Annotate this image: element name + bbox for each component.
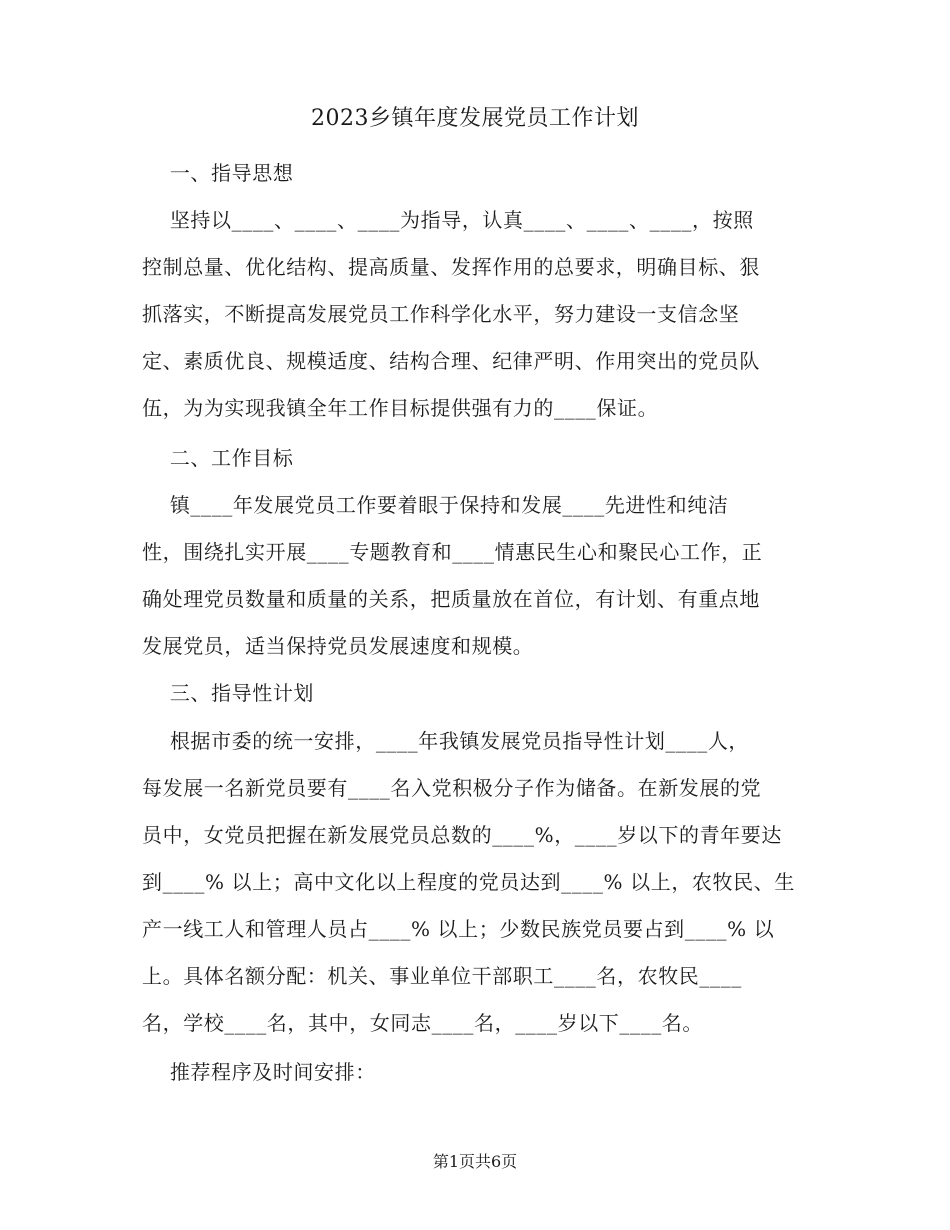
paragraph-line: 抓落实，不断提高发展党员工作科学化水平，努力建设一支信念坚 (142, 302, 740, 326)
paragraph-line: 推荐程序及时间安排： (142, 1060, 376, 1084)
paragraph-line: 产一线工人和管理人员占____% 以上；少数民族党员要占到____% 以 (142, 917, 775, 941)
paragraph-line: 伍，为为实现我镇全年工作目标提供强有力的____保证。 (142, 396, 659, 420)
paragraph-line: 确处理党员数量和质量的关系，把质量放在首位，有计划、有重点地 (142, 587, 760, 611)
paragraph-line: 名，学校____名，其中，女同志____名，____岁以下____名。 (142, 1011, 703, 1035)
page-footer: 第1页共6页 (432, 1152, 518, 1171)
heading-guiding-plan: 三、指导性计划 (142, 681, 315, 705)
paragraph-line: 性，围绕扎实开展____专题教育和____情惠民生心和聚民心工作，正 (142, 540, 763, 564)
heading-work-goals: 二、工作目标 (142, 446, 294, 470)
paragraph-line: 上。具体名额分配：机关、事业单位干部职工____名，农牧民____ (142, 964, 742, 988)
paragraph-line: 镇____年发展党员工作要着眼于保持和发展____先进性和纯洁 (142, 493, 729, 517)
paragraph-line: 员中，女党员把握在新发展党员总数的____%，____岁以下的青年要达 (142, 823, 783, 847)
paragraph-line: 根据市委的统一安排，____年我镇发展党员指导性计划____人， (142, 729, 750, 753)
paragraph-line: 控制总量、优化结构、提高质量、发挥作用的总要求，明确目标、狠 (142, 255, 760, 279)
paragraph-line: 到____% 以上；高中文化以上程度的党员达到____% 以上，农牧民、生 (142, 870, 795, 894)
paragraph-line: 发展党员，适当保持党员发展速度和规模。 (142, 634, 534, 658)
paragraph-line: 定、素质优良、规模适度、结构合理、纪律严明、作用突出的党员队 (142, 349, 760, 373)
paragraph-line: 每发展一名新党员要有____名入党积极分子作为储备。在新发展的党 (142, 776, 762, 800)
heading-guiding-ideology: 一、指导思想 (142, 161, 294, 185)
paragraph-line: 坚持以____、____、____为指导，认真____、____、____，按照 (142, 208, 754, 232)
page-title: 2023乡镇年度发展党员工作计划 (311, 106, 639, 131)
